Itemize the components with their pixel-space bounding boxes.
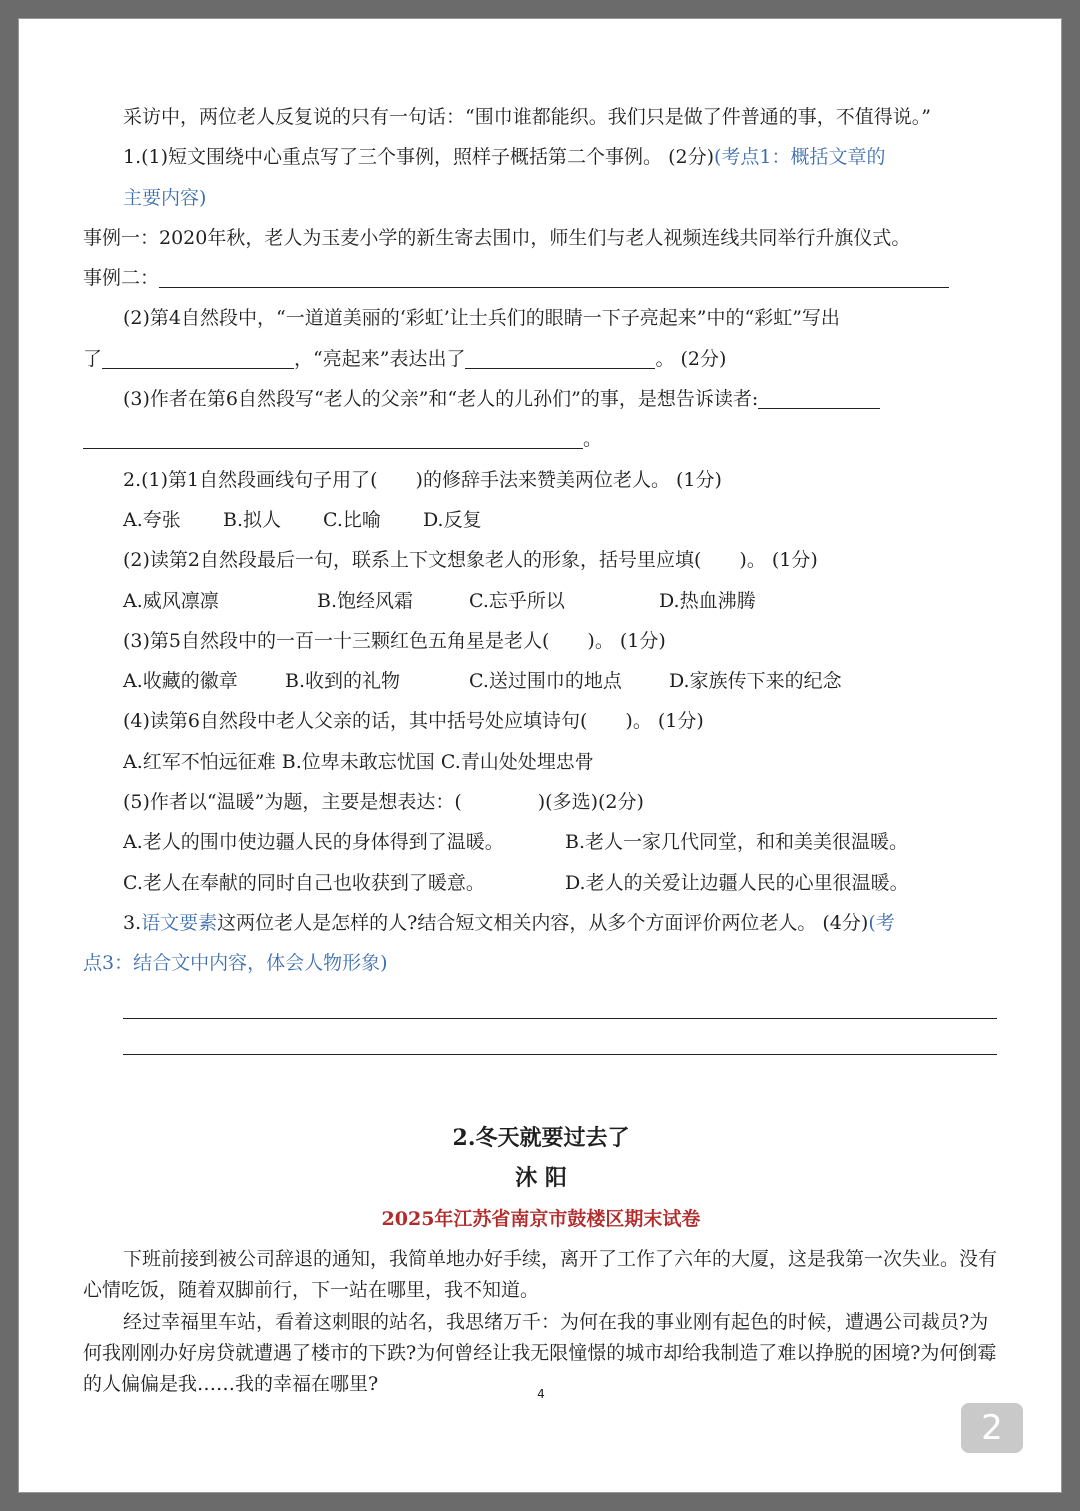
document-page — [18, 18, 1062, 1493]
question-2-4-options — [83, 742, 999, 782]
option-b[interactable]: B.拟人 — [223, 508, 282, 531]
option-b[interactable]: B.饱经风霜 — [317, 589, 414, 612]
text-line — [83, 97, 999, 137]
question-text: 。 — [583, 428, 603, 451]
question-1-3 — [83, 379, 999, 419]
answer-blank[interactable] — [465, 344, 655, 369]
question-text: 2.(1)第1自然段画线句子用了( )的修辞手法来赞美两位老人。 (1分) — [123, 468, 722, 491]
option-c[interactable]: C.送过围巾的地点 — [469, 670, 622, 693]
options-text[interactable]: A.红军不怕远征难 B.位卑未敢忘忧国 C.青山处处埋忠骨 — [123, 750, 594, 773]
question-2-4 — [83, 701, 999, 741]
question-2-1-options — [83, 500, 999, 540]
question-2-1 — [83, 460, 999, 500]
option-c[interactable]: C.忘乎所以 — [469, 589, 565, 612]
question-1-2 — [83, 298, 999, 338]
option-b[interactable]: B.收到的礼物 — [285, 670, 401, 693]
question-3-cont — [83, 943, 999, 983]
option-d[interactable]: D.反复 — [423, 508, 482, 531]
option-a[interactable]: A.收藏的徽章 — [123, 670, 238, 693]
passage-paragraph-2: 经过幸福里车站，看着这刺眼的站名，我思绪万千：为何在我的事业刚有起色的时候，遭遇公司裁员?为何我刚刚办好房贷就遭遇了楼市的下跌?为何曾经让我无限憧憬的城市却给我制造了难以挣脱的困境?为何倒霉的人偏偏是我……我的幸福在哪里? — [83, 1310, 997, 1395]
option-a[interactable]: A.夸张 — [123, 508, 181, 531]
example-1 — [83, 218, 999, 258]
example-text: 事例一：2020年秋，老人为玉麦小学的新生寄去围巾，师生们与老人视频连线共同举行升旗仪式。 — [83, 226, 911, 249]
option-b[interactable]: B.老人一家几代同堂，和和美美很温暖。 — [565, 831, 909, 854]
question-text: (3)作者在第6自然段写“老人的父亲”和“老人的儿孙们”的事，是想告诉读者: — [123, 388, 759, 411]
question-2-5-options-ab — [83, 822, 999, 862]
exam-point-label: 主要内容) — [123, 186, 207, 209]
question-3 — [83, 903, 999, 943]
option-c[interactable]: C.老人在奉献的同时自己也收获到了暖意。 — [123, 871, 485, 894]
passage-title: 2.冬天就要过去了 — [452, 1124, 630, 1151]
answer-line[interactable] — [123, 1054, 997, 1055]
option-c[interactable]: C.比喻 — [323, 508, 381, 531]
passage-paragraph-1: 下班前接到被公司辞退的通知，我简单地办好手续，离开了工作了六年的大厦，这是我第一次失业。没有心情吃饭，随着双脚前行，下一站在哪里，我不知道。 — [83, 1247, 998, 1301]
answer-blank[interactable] — [102, 344, 294, 369]
question-1-1-cont — [83, 178, 999, 218]
answer-line[interactable] — [123, 1018, 997, 1019]
question-text: 。 (2分) — [655, 347, 727, 370]
question-text: (4)读第6自然段中老人父亲的话，其中括号处应填诗句( )。 (1分) — [123, 710, 704, 733]
question-2-5 — [83, 782, 999, 822]
question-2-3 — [83, 621, 999, 661]
question-text: 1.(1)短文围绕中心重点写了三个事例，照样子概括第二个事例。 (2分) — [123, 146, 714, 169]
option-d[interactable]: D.老人的关爱让边疆人民的心里很温暖。 — [565, 871, 909, 894]
question-text: ，“亮起来”表达出了 — [294, 347, 466, 370]
question-text: (5)作者以“温暖”为题，主要是想表达：( )(多选)(2分) — [123, 791, 644, 814]
option-d[interactable]: D.热血沸腾 — [659, 589, 756, 612]
example-2 — [83, 258, 999, 298]
answer-blank[interactable] — [758, 384, 880, 409]
page-badge[interactable]: 2 — [961, 1403, 1023, 1453]
example-label: 事例二： — [83, 267, 160, 290]
question-text: (2)第4自然段中，“一道道美丽的‘彩虹’让士兵们的眼睛一下子亮起来”中的“彩虹”写出 — [123, 307, 840, 330]
passage-author: 沐 阳 — [515, 1164, 567, 1191]
question-2-2-options — [83, 581, 999, 621]
answer-blank[interactable] — [83, 424, 583, 449]
line-text: 采访中，两位老人反复说的只有一句话：“围巾谁都能织。我们只是做了件普通的事，不值得说。” — [123, 106, 931, 128]
question-text: 这两位老人是怎样的人?结合短文相关内容，从多个方面评价两位老人。 (4分) — [217, 911, 869, 934]
page-content — [83, 97, 999, 1400]
question-2-3-options — [83, 661, 999, 701]
question-number: 3. — [123, 911, 142, 934]
exam-point-label: 点3：结合文中内容，体会人物形象) — [83, 952, 388, 975]
exam-point-label: (考 — [868, 911, 895, 934]
question-text: (3)第5自然段中的一百一十三颗红色五角星是老人( )。 (1分) — [123, 629, 666, 652]
question-text: 了 — [83, 347, 103, 370]
question-1-2-cont — [83, 339, 999, 379]
question-1-1 — [83, 137, 999, 177]
question-1-3-cont — [83, 419, 999, 459]
question-text: (2)读第2自然段最后一句，联系上下文想象老人的形象，括号里应填( )。 (1分) — [123, 549, 818, 572]
option-d[interactable]: D.家族传下来的纪念 — [669, 670, 842, 693]
answer-blank[interactable] — [159, 263, 949, 288]
answer-area — [83, 984, 999, 1076]
page-number: 4 — [537, 1387, 545, 1401]
exam-source: 2025年江苏省南京市鼓楼区期末试卷 — [381, 1207, 701, 1230]
question-2-5-options-cd — [83, 863, 999, 903]
option-a[interactable]: A.威风凛凛 — [123, 589, 219, 612]
language-element-tag: 语文要素 — [141, 911, 218, 934]
question-2-2 — [83, 540, 999, 580]
option-a[interactable]: A.老人的围巾使边疆人民的身体得到了温暖。 — [123, 831, 504, 854]
exam-point-label: (考点1：概括文章的 — [714, 146, 886, 169]
